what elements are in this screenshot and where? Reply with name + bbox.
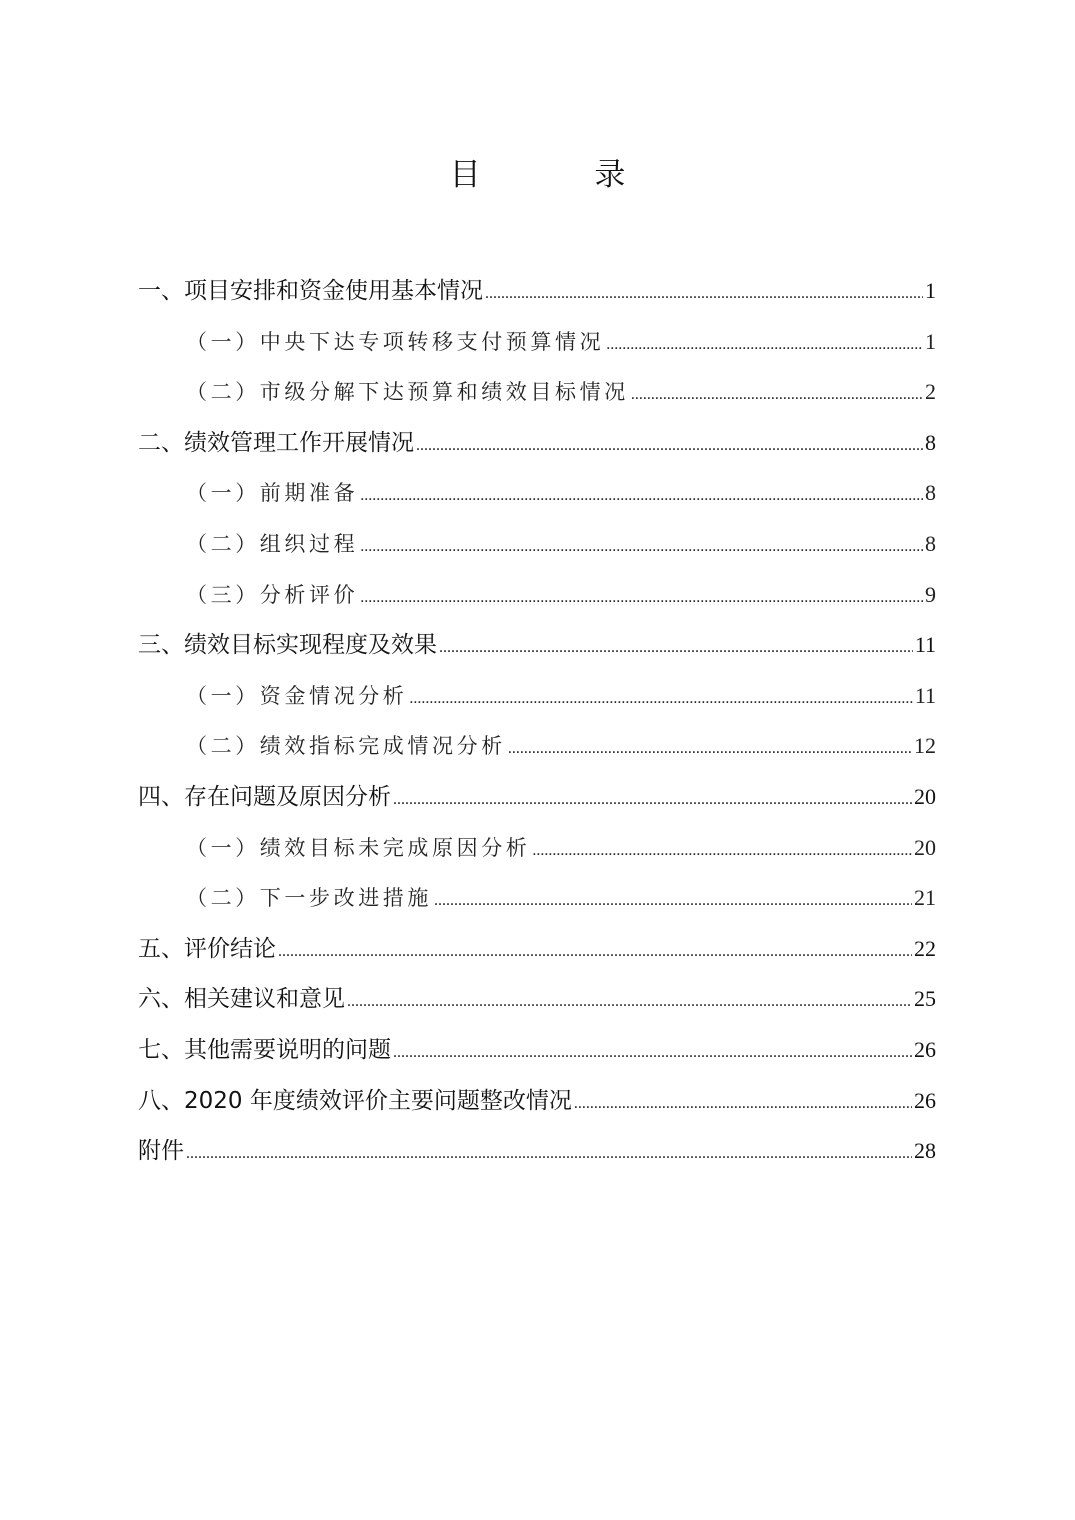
toc-entry-label: （一）前期准备 xyxy=(186,481,359,506)
toc-page-number: 22 xyxy=(914,935,936,961)
toc-entry-label: 二、绩效管理工作开展情况 xyxy=(138,429,414,456)
toc-entry-section-7[interactable] xyxy=(138,1025,936,1076)
toc-entry-label: （二）组织过程 xyxy=(186,531,359,556)
toc-entry-label: （二）绩效指标完成情况分析 xyxy=(186,734,506,759)
toc-entry-label: （二）市级分解下达预算和绩效目标情况 xyxy=(186,380,629,405)
toc-dot-leader xyxy=(360,471,923,522)
toc-dot-leader xyxy=(532,826,912,877)
toc-dot-leader xyxy=(574,1079,912,1130)
toc-dot-leader xyxy=(360,573,923,624)
table-of-contents xyxy=(138,266,936,1177)
toc-dot-leader xyxy=(631,370,923,421)
toc-entry-appendix[interactable] xyxy=(138,1126,936,1177)
toc-entry-label: 五、评价结论 xyxy=(138,935,276,962)
toc-page-number: 1 xyxy=(925,278,936,303)
toc-page-number: 26 xyxy=(914,1036,936,1062)
toc-entry-section-4[interactable] xyxy=(138,772,936,823)
toc-entry-label: 八、2020 年度绩效评价主要问题整改情况 xyxy=(138,1087,572,1114)
toc-entry-section-3-1[interactable] xyxy=(138,671,936,722)
toc-entry-section-4-2[interactable] xyxy=(138,873,936,924)
toc-page-number: 26 xyxy=(914,1087,936,1113)
toc-entry-section-6[interactable] xyxy=(138,974,936,1025)
toc-entry-section-5[interactable] xyxy=(138,924,936,975)
toc-entry-section-2-1[interactable] xyxy=(138,468,936,519)
toc-dot-leader xyxy=(278,927,912,978)
toc-dot-leader xyxy=(360,522,923,573)
toc-dot-leader xyxy=(485,269,923,320)
toc-entry-label: 附件 xyxy=(138,1138,184,1165)
toc-page-number: 8 xyxy=(925,429,936,455)
toc-dot-leader xyxy=(416,421,923,472)
toc-entry-section-1-1[interactable] xyxy=(138,317,936,368)
toc-dot-leader xyxy=(347,977,912,1028)
toc-page-number: 20 xyxy=(914,783,936,809)
toc-entry-section-3-2[interactable] xyxy=(138,721,936,772)
toc-page-number: 12 xyxy=(914,733,936,759)
toc-dot-leader xyxy=(606,320,923,371)
toc-page-number: 25 xyxy=(914,986,936,1012)
toc-page-number: 8 xyxy=(925,530,936,556)
toc-entry-label: 七、其他需要说明的问题 xyxy=(138,1036,391,1063)
toc-dot-leader xyxy=(439,623,913,674)
toc-page-number: 8 xyxy=(925,480,936,506)
toc-entry-section-2-2[interactable] xyxy=(138,519,936,570)
toc-page-number: 9 xyxy=(925,581,936,607)
toc-page-number: 28 xyxy=(914,1138,936,1164)
toc-entry-label: （三）分析评价 xyxy=(186,582,359,607)
toc-entry-section-1-2[interactable] xyxy=(138,367,936,418)
toc-entry-label: 六、相关建议和意见 xyxy=(138,986,345,1013)
toc-entry-section-2[interactable] xyxy=(138,418,936,469)
toc-dot-leader xyxy=(393,1028,912,1079)
toc-entry-section-3[interactable] xyxy=(138,620,936,671)
toc-page-number: 1 xyxy=(925,328,936,354)
toc-entry-label: （一）绩效目标未完成原因分析 xyxy=(186,835,531,860)
toc-entry-section-4-1[interactable] xyxy=(138,823,936,874)
toc-dot-leader xyxy=(409,674,912,725)
toc-entry-label: 四、存在问题及原因分析 xyxy=(138,783,391,810)
toc-dot-leader xyxy=(393,775,912,826)
toc-entry-label: （一）资金情况分析 xyxy=(186,683,408,708)
toc-dot-leader xyxy=(186,1129,912,1180)
toc-entry-label: （二）下一步改进措施 xyxy=(186,886,432,911)
toc-page-number: 11 xyxy=(914,682,936,708)
toc-entry-label: 三、绩效目标实现程度及效果 xyxy=(138,632,437,659)
toc-page-number: 21 xyxy=(914,885,936,911)
toc-page-number: 11 xyxy=(914,632,936,658)
toc-page-number: 2 xyxy=(925,379,936,405)
page-title: 目 录 xyxy=(449,157,678,193)
toc-entry-section-1[interactable] xyxy=(138,266,936,317)
toc-dot-leader xyxy=(508,724,912,775)
toc-entry-label: （一）中央下达专项转移支付预算情况 xyxy=(186,329,605,354)
toc-entry-section-2-3[interactable] xyxy=(138,570,936,621)
toc-entry-section-8[interactable] xyxy=(138,1076,936,1127)
toc-entry-label: 一、项目安排和资金使用基本情况 xyxy=(138,278,483,304)
toc-page-number: 20 xyxy=(914,834,936,860)
toc-dot-leader xyxy=(434,876,912,927)
